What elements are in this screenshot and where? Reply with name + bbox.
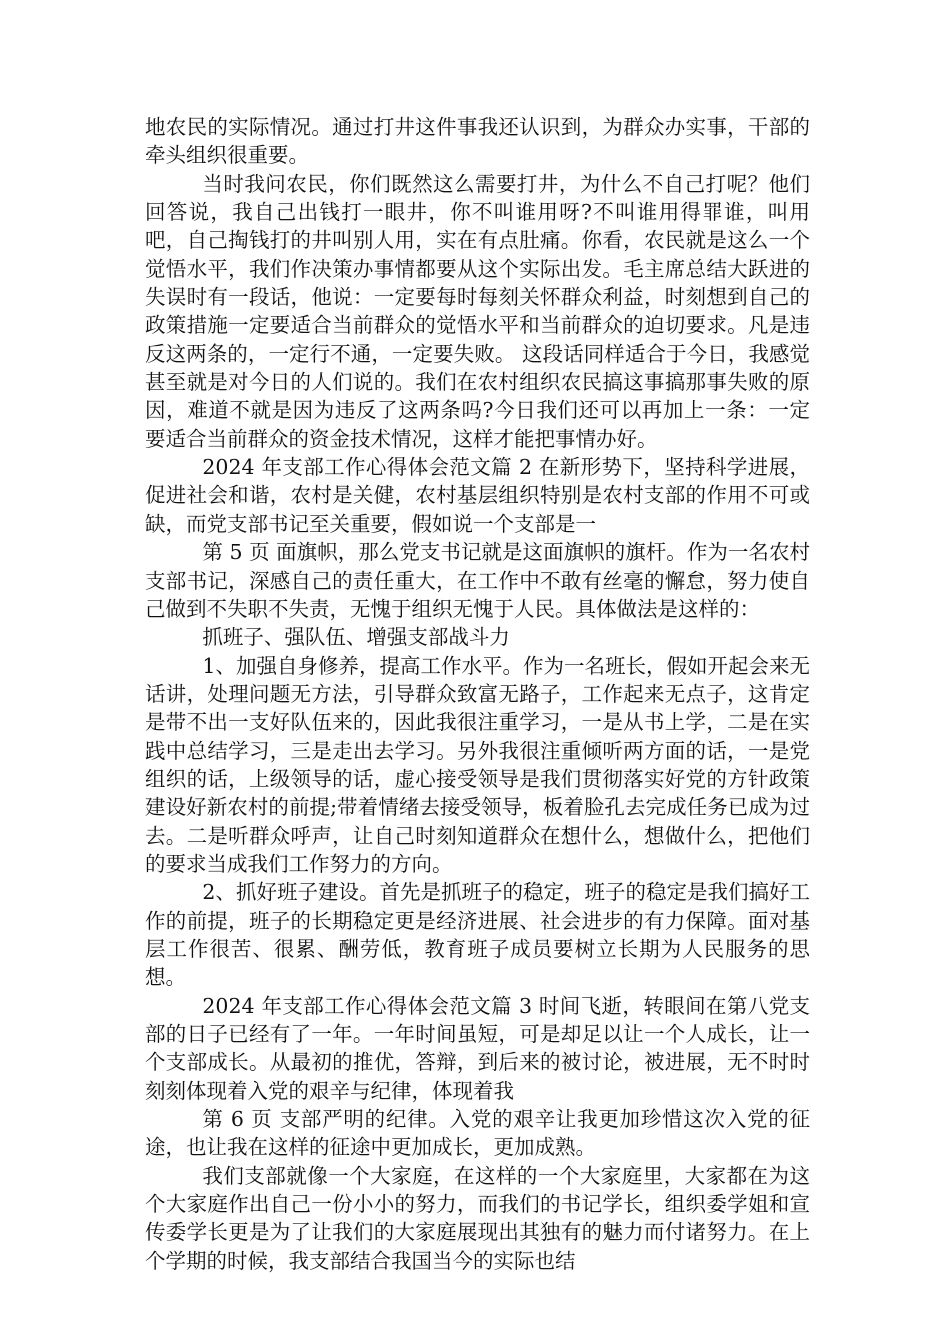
paragraph-2: 当时我问农民，你们既然这么需要打井，为什么不自己打呢？他们回答说，我自己出钱打一眼井，你不叫谁用呀?不叫谁用得罪谁，叫用吧，自己掏钱打的井叫别人用，实在有点肚痛。你看，农民就是这么一个觉悟水平，我们作决策办事情都要从这个实际出发。毛主席总结大跃进的失误时有一段话，他说：一定要每时每刻关怀群众利益，时刻想到自己的政策措施一定要适合当前群众的觉悟水平和当前群众的迫切要求。凡是违反这两条的，一定行不通，一定要失败。 这段话同样适合于今日，我感觉甚至就是对今日的人们说的。我们在农村组织农民搞这事搞那事失败的原因，难道不就是因为违反了这两条吗?今日我们还可以再加上一条：一定要适合当前群众的资金技术情况，这样才能把事情办好。: [145, 171, 810, 451]
document-body: [145, 113, 810, 1275]
paragraph-10: 我们支部就像一个大家庭，在这样的一个大家庭里，大家都在为这个大家庭作出自己一份小小的努力，而我们的书记学长，组织委学姐和宣传委学长更是为了让我们的大家庭展现出其独有的魅力而付诸努力。在上个学期的时候，我支部结合我国当今的实际也结: [145, 1163, 810, 1273]
paragraph-6: 1、加强自身修养，提高工作水平。作为一名班长，假如开起会来无话讲，处理问题无方法，引导群众致富无路子，工作起来无点子，这肯定是带不出一支好队伍来的，因此我很注重学习，一是从书上学，二是在实践中总结学习，三是走出去学习。另外我很注重倾听两方面的话，一是党组织的话，上级领导的话，虚心接受领导是我们贯彻落实好党的方针政策建设好新农村的前提;带着情绪去接受领导，板着脸孔去完成任务已成为过去。二是听群众呼声，让自己时刻知道群众在想什么，想做什么，把他们的要求当成我们工作努力的方向。: [145, 653, 810, 876]
paragraph-8: 2024 年支部工作心得体会范文篇 3 时间飞逝，转眼间在第八党支部的日子已经有了一年。一年时间虽短，可是却足以让一个人成长，让一个支部成长。从最初的推优，答辩，到后来的被讨论，被进展，无不时时刻刻体现着入党的艰辛与纪律，体现着我: [145, 993, 810, 1103]
paragraph-1: 地农民的实际情况。通过打井这件事我还认识到，为群众办实事，干部的牵头组织很重要。: [145, 115, 810, 168]
paragraph-7: 2、抓好班子建设。首先是抓班子的稳定，班子的稳定是我们搞好工作的前提，班子的长期稳定更是经济进展、社会进步的有力保障。面对基层工作很苦、很累、酬劳低，教育班子成员要树立长期为人民服务的思想。: [145, 880, 810, 990]
section-heading: 抓班子、强队伍、增强支部战斗力: [202, 625, 510, 650]
paragraph-4: 第 5 页 面旗帜，那么党支书记就是这面旗帜的旗杆。作为一名农村支部书记，深感自己的责任重大，在工作中不敢有丝毫的懈怠，努力使自己做到不失职不失责，无愧于组织无愧于人民。具体做法是这样的：: [145, 540, 810, 621]
paragraph-9: 第 6 页 支部严明的纪律。入党的艰辛让我更加珍惜这次入党的征途，也让我在这样的征途中更加成长，更加成熟。: [145, 1107, 810, 1160]
paragraph-3: 2024 年支部工作心得体会范文篇 2 在新形势下，坚持科学进展，促进社会和谐，农村是关健，农村基层组织特别是农村支部的作用不可或缺，而党支部书记至关重要，假如说一个支部是一: [145, 455, 810, 536]
